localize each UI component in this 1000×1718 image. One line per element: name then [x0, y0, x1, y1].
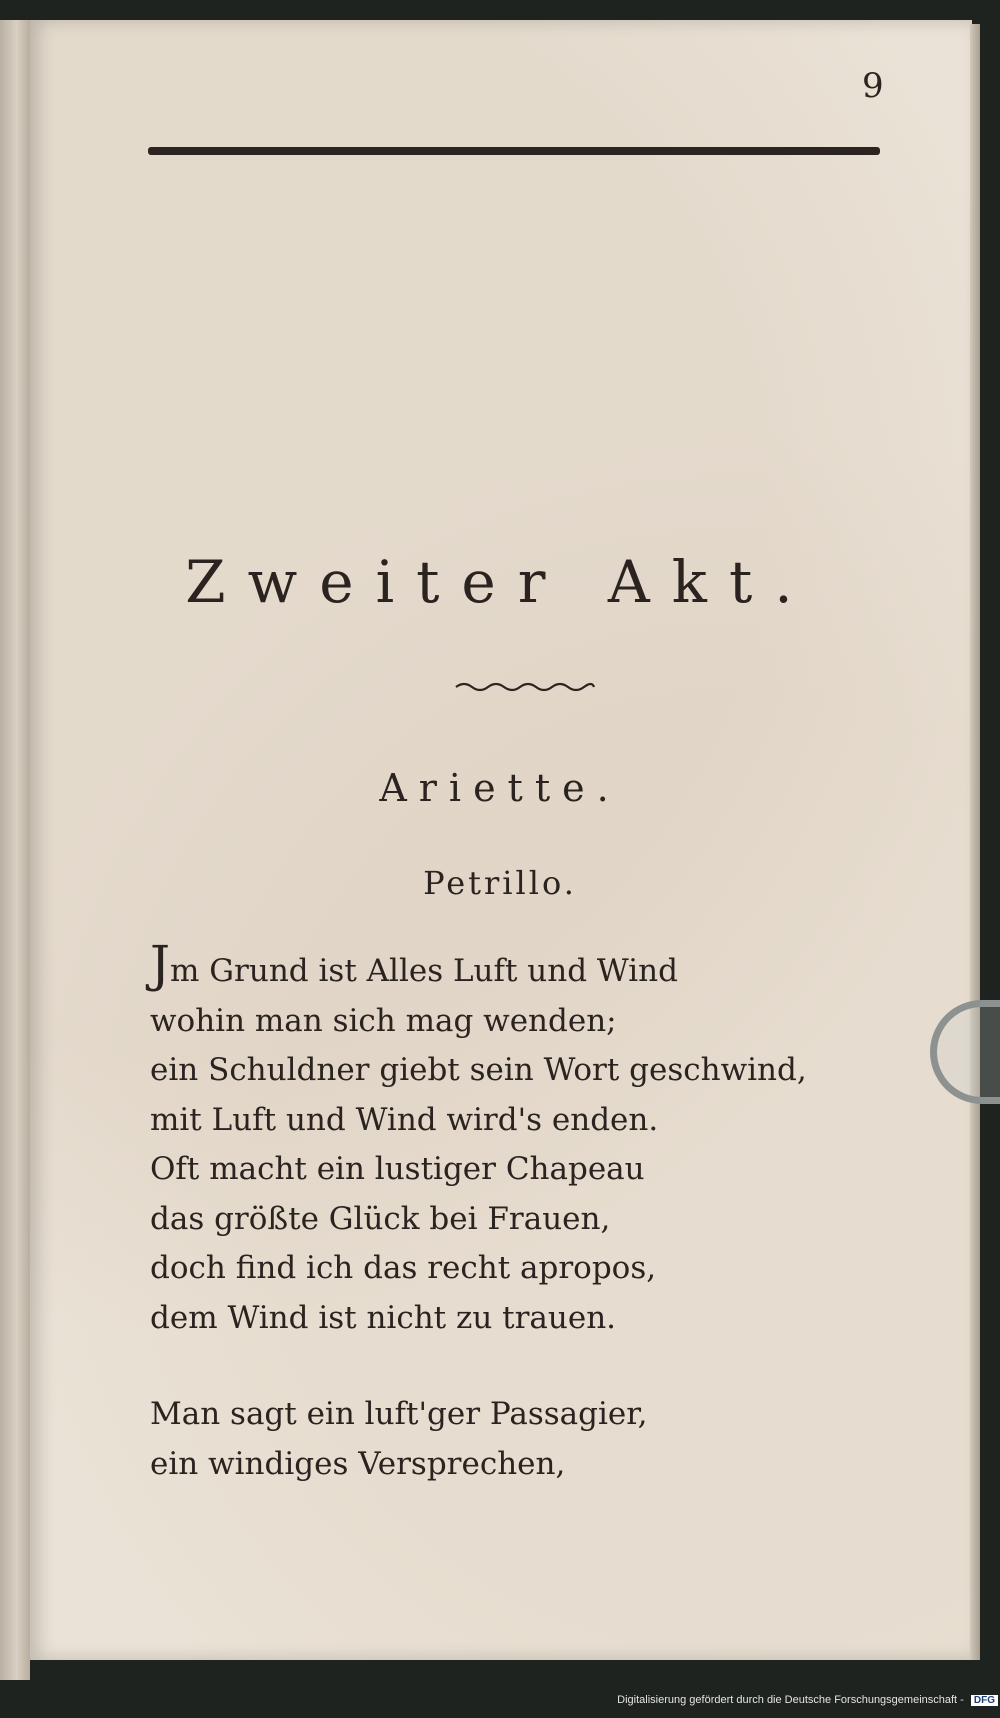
- verse-stanza-2: [150, 1390, 910, 1489]
- verse-line: dem Wind ist nicht zu trauen.: [150, 1299, 617, 1336]
- page-number: 9: [862, 66, 884, 106]
- ornament-divider: [454, 678, 596, 694]
- verse-line: ein Schuldner giebt sein Wort geschwind,: [150, 1052, 807, 1088]
- act-title: Zweiter Akt.: [185, 548, 815, 616]
- drop-cap: J: [150, 935, 171, 993]
- verse-line-text: m Grund ist Alles Luft und Wind: [170, 953, 678, 989]
- verse-line: ein windiges Versprechen,: [150, 1445, 566, 1482]
- verse-line: mit Luft und Wind wird's enden.: [150, 1101, 659, 1138]
- verse-line: das größte Glück bei Frauen,: [150, 1200, 611, 1237]
- verse-line: Man sagt ein luft'ger Passagier,: [150, 1396, 648, 1432]
- verse-line: [150, 935, 910, 997]
- verse-line: doch find ich das recht apropos,: [150, 1250, 657, 1286]
- section-title: Ariette.: [379, 766, 621, 810]
- funding-credit: [0, 1694, 998, 1706]
- page-edge: [970, 24, 980, 1660]
- funding-credit-text: Digitalisierung gefördert durch die Deutsche Forschungsgemeinschaft -: [617, 1694, 964, 1706]
- verse-line: wohin man sich mag wenden;: [150, 1002, 617, 1039]
- verse-stanza-1: [150, 935, 910, 1343]
- dfg-logo: DFG: [971, 1695, 998, 1706]
- verse-line: Oft macht ein lustiger Chapeau: [150, 1151, 645, 1187]
- facing-page-edge: [0, 20, 30, 1680]
- speaker-name: Petrillo.: [423, 864, 577, 902]
- header-rule: [148, 147, 880, 155]
